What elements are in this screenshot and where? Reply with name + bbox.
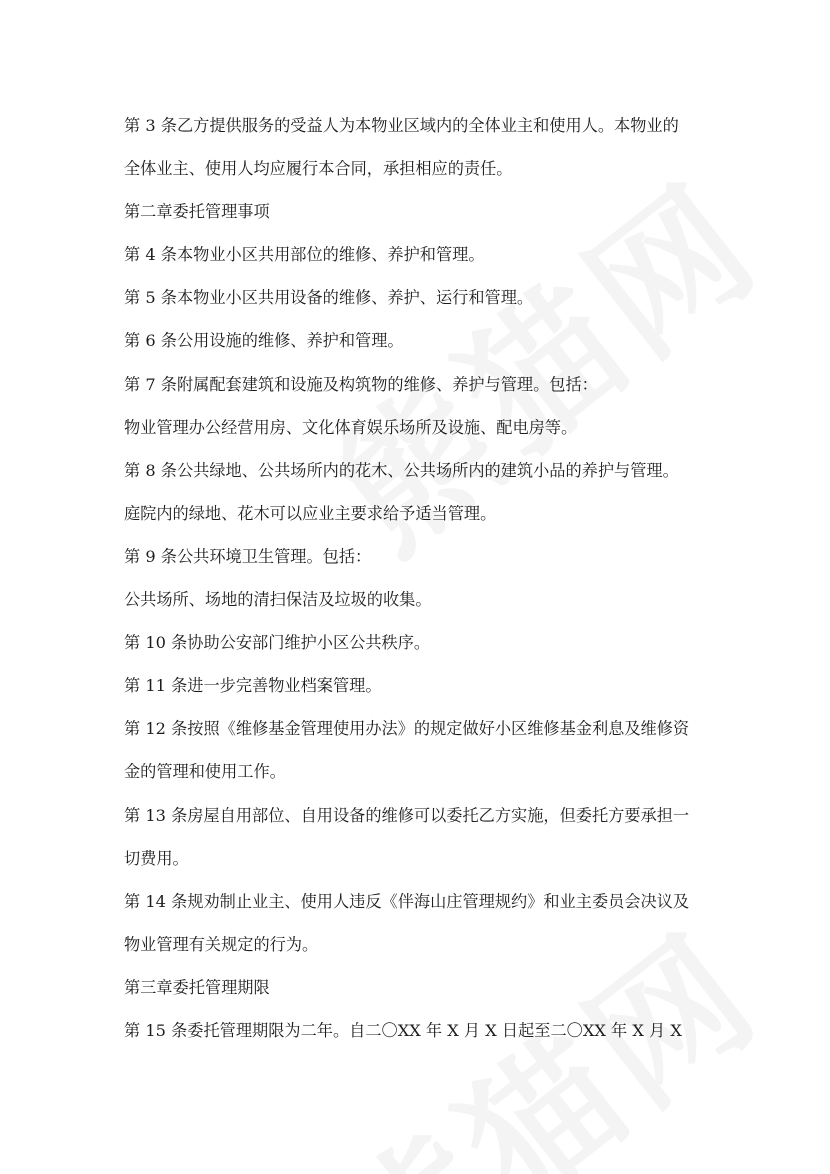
article-3-line-1: 第 3 条乙方提供服务的受益人为本物业区域内的全体业主和使用人。本物业的 [124,116,679,135]
article-12-line-1: 第 12 条按照《维修基金管理使用办法》的规定做好小区维修基金利息及维修资 [124,719,690,739]
article-14-line-2: 物业管理有关规定的行为。 [124,934,319,954]
article-14-line-1: 第 14 条规劝制止业主、使用人违反《伴海山庄管理规约》和业主委员会决议及 [124,891,690,911]
chapter-2-heading: 第二章委托管理事项 [124,202,270,222]
article-13-line-1: 第 13 条房屋自用部位、自用设备的维修可以委托乙方实施，但委托方要承担一 [124,805,690,825]
article-4: 第 4 条本物业小区共用部位的维修、养护和管理。 [124,245,485,265]
article-9-line-1: 第 9 条公共环境卫生管理。包括： [124,546,372,566]
article-3-line-2: 全体业主、使用人均应履行本合同，承担相应的责任。 [124,159,513,179]
chapter-3-heading: 第三章委托管理期限 [124,977,270,997]
article-8-line-1: 第 8 条公共绿地、公共场所内的花木、公共场所内的建筑小品的养护与管理。 [124,460,679,480]
article-9-line-2: 公共场所、场地的清扫保洁及垃圾的收集。 [124,590,432,610]
document-body [124,104,714,1052]
article-8-line-2: 庭院内的绿地、花木可以应业主要求给予适当管理。 [124,503,497,523]
article-12-line-2: 金的管理和使用工作。 [124,762,286,782]
article-7-line-2: 物业管理办公经营用房、文化体育娱乐场所及设施、配电房等。 [124,417,578,437]
article-5: 第 5 条本物业小区共用设备的维修、养护、运行和管理。 [124,288,534,308]
article-10: 第 10 条协助公安部门维护小区公共秩序。 [124,633,431,653]
article-11: 第 11 条进一步完善物业档案管理。 [124,676,382,696]
article-15-line-1: 第 15 条委托管理期限为二年。自二〇XX 年 X 月 X 日起至二〇XX 年 X 月 X [124,1020,682,1040]
article-6: 第 6 条公用设施的维修、养护和管理。 [124,331,404,351]
article-7-line-1: 第 7 条附属配套建筑和设施及构筑物的维修、养护与管理。包括： [124,374,598,394]
article-13-line-2: 切费用。 [124,848,189,868]
